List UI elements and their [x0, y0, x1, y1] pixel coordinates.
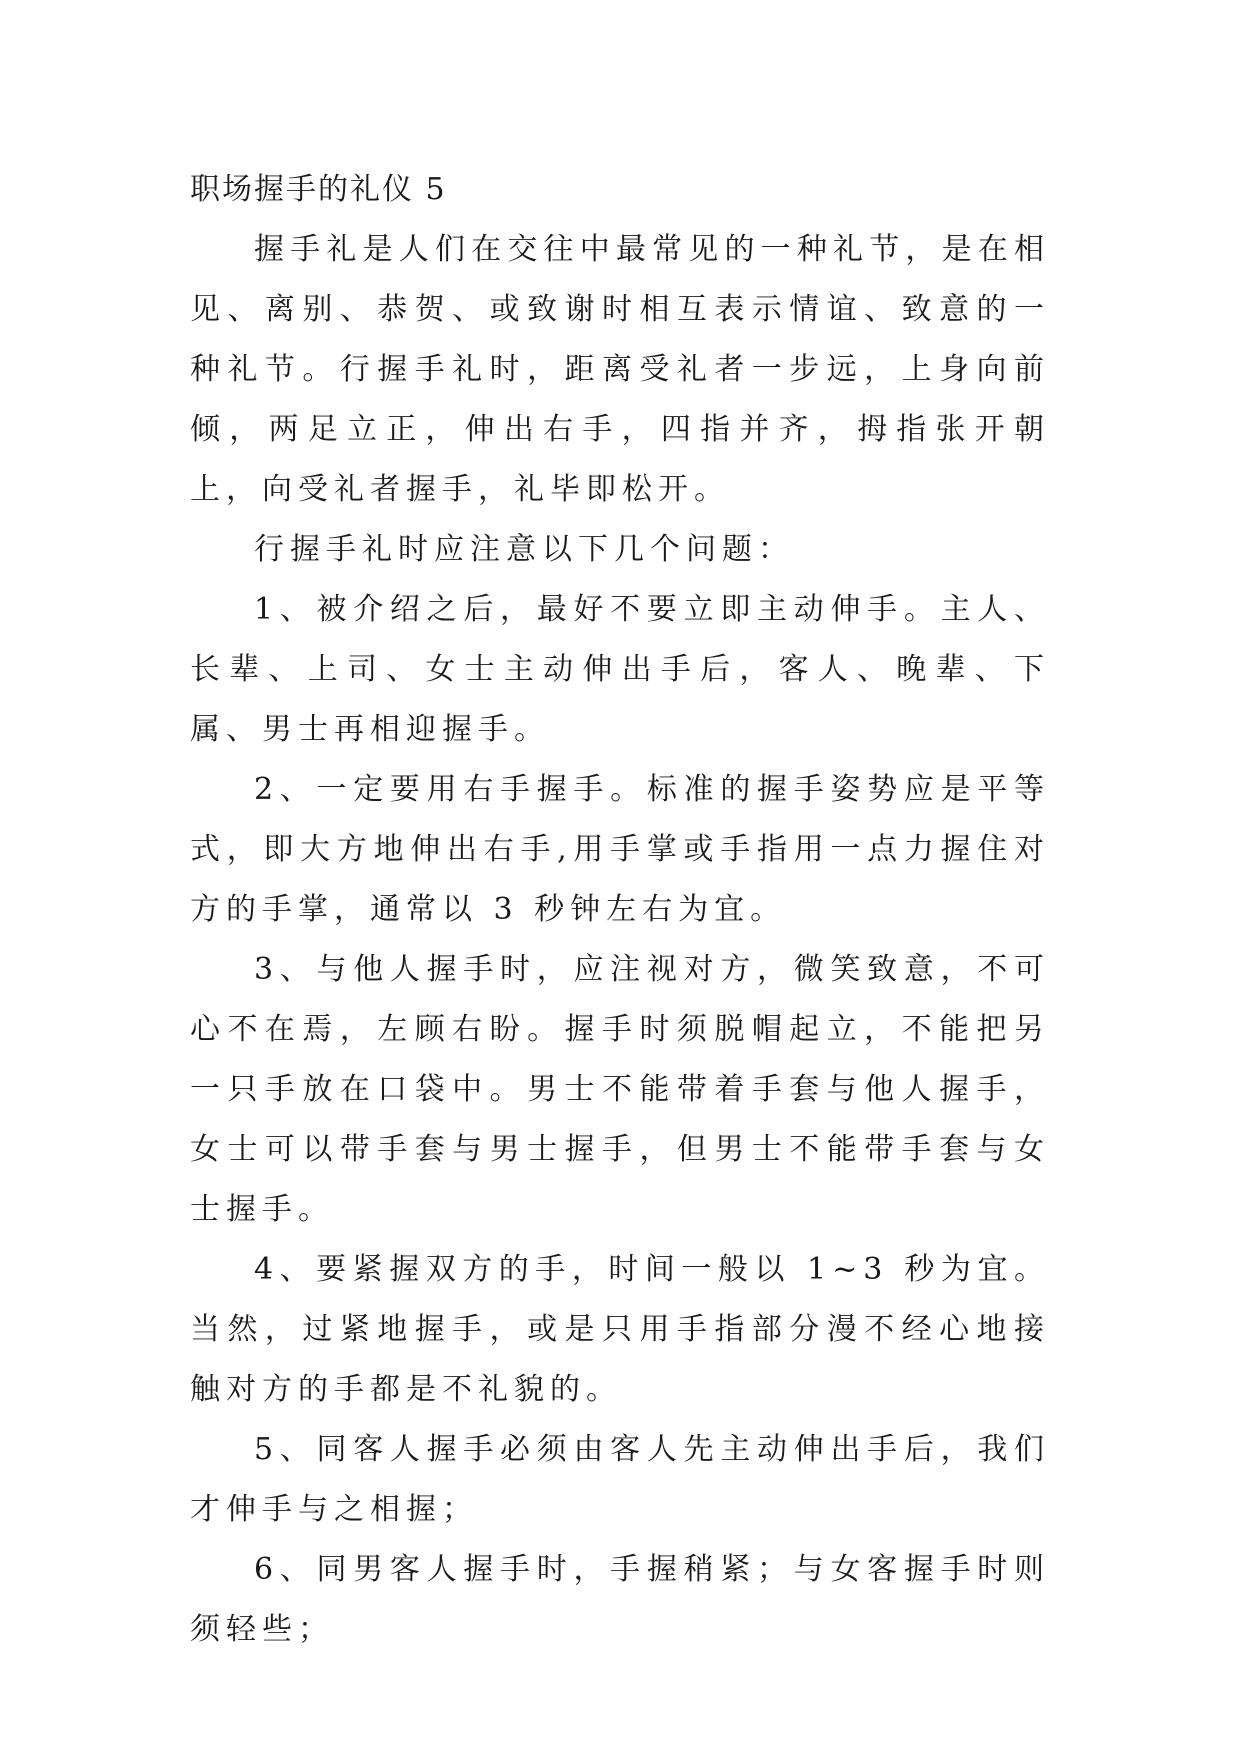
- document-body: [190, 160, 1050, 1660]
- paragraph-notice-heading: 行握手礼时应注意以下几个问题：: [254, 532, 794, 567]
- list-item-1: 1、被介绍之后，最好不要立即主动伸手。主人、长辈、上司、女士主动伸出手后，客人、晚辈、下属、男士再相迎握手。: [190, 592, 1050, 747]
- document-title: 职场握手的礼仪 5: [190, 172, 447, 207]
- paragraph-intro: 握手礼是人们在交往中最常见的一种礼节，是在相见、离别、恭贺、或致谢时相互表示情谊、致意的一种礼节。行握手礼时，距离受礼者一步远，上身向前倾，两足立正，伸出右手，四指并齐，拇指张开朝上，向受礼者握手，礼毕即松开。: [190, 232, 1050, 507]
- list-item-4: 4、要紧握双方的手，时间一般以 1~3 秒为宜。当然，过紧地握手，或是只用手指部分漫不经心地接触对方的手都是不礼貌的。: [190, 1252, 1050, 1407]
- list-item-5: 5、同客人握手必须由客人先主动伸出手后，我们才伸手与之相握；: [190, 1432, 1050, 1527]
- list-item-2: 2、一定要用右手握手。标准的握手姿势应是平等式，即大方地伸出右手,用手掌或手指用一点力握住对方的手掌，通常以 3 秒钟左右为宜。: [190, 772, 1050, 927]
- list-item-3: 3、与他人握手时，应注视对方，微笑致意，不可心不在焉，左顾右盼。握手时须脱帽起立，不能把另一只手放在口袋中。男士不能带着手套与他人握手，女士可以带手套与男士握手，但男士不能带手套与女士握手。: [190, 952, 1050, 1227]
- list-item-6: 6、同男客人握手时，手握稍紧；与女客握手时则须轻些；: [190, 1552, 1050, 1647]
